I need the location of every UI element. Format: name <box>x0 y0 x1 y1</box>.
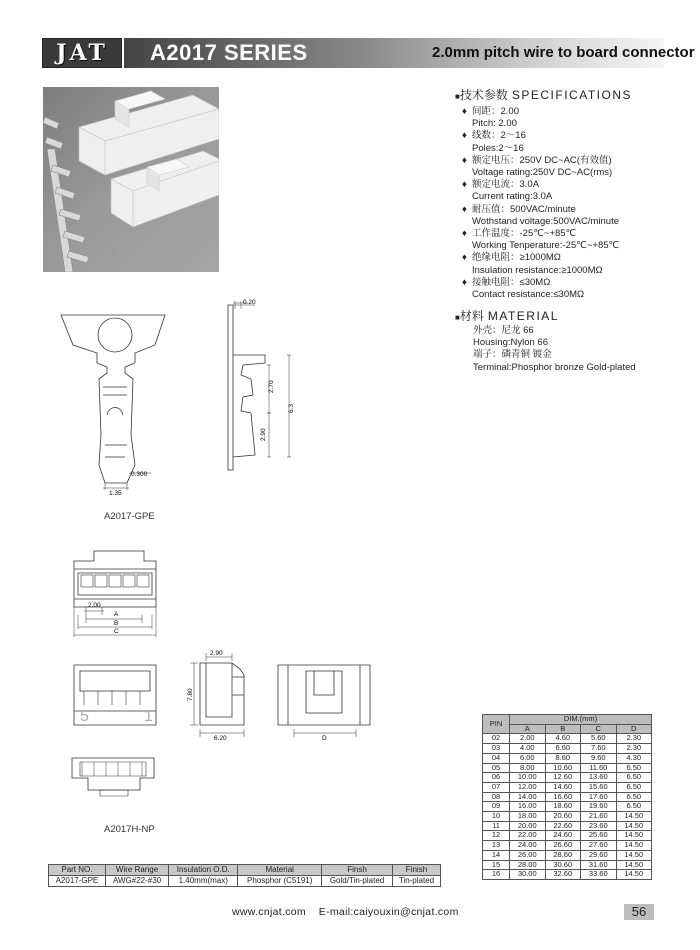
pin-count-cell: 11 <box>483 821 510 831</box>
pin-count-cell: 09 <box>483 802 510 812</box>
table-row <box>483 773 652 783</box>
product-subtitle: 2.0mm pitch wire to board connector <box>432 44 695 61</box>
dim-cell: 6.50 <box>616 763 652 773</box>
dim-cell: 17.60 <box>581 792 617 802</box>
dim-cell: 20.60 <box>545 812 581 822</box>
page-number: 56 <box>624 904 654 920</box>
dim-cell: 14.60 <box>545 782 581 792</box>
pin-count-cell: 12 <box>483 831 510 841</box>
dim-cell: 2.00 <box>510 734 546 744</box>
material-list: 外壳：尼龙 66 Housing:Nylon 66 端子：磷青铜 镀金 Terminal:Phosphor bronze Gold-plated <box>473 325 636 373</box>
specifications-heading-cn: 技术参数 <box>459 88 508 102</box>
spec-item: ♦ 线数：2～16 <box>462 130 526 142</box>
dim-b: B <box>114 620 119 627</box>
material-heading-en: MATERIAL <box>487 309 559 323</box>
dim-200: 2.00 <box>88 602 101 609</box>
pin-5-marker: 5 <box>80 708 89 725</box>
dim-cell: 6.00 <box>510 753 546 763</box>
dim-cell: 8.60 <box>545 753 581 763</box>
table-row <box>483 782 652 792</box>
dim-cell: 5.60 <box>581 734 617 744</box>
pin-count-cell: 02 <box>483 734 510 744</box>
spec-item: ♦ 绝缘电阻：≥1000MΩ <box>462 252 561 264</box>
dim-cell: 16.00 <box>510 802 546 812</box>
pin-count-cell: 04 <box>483 753 510 763</box>
specifications-heading: ■技术参数 SPECIFICATIONS <box>455 88 632 102</box>
dim-cell: 10.00 <box>510 773 546 783</box>
dim-cell: 14.50 <box>616 850 652 860</box>
table-row <box>483 841 652 851</box>
pin-count-cell: 14 <box>483 850 510 860</box>
material-heading: ■材料 MATERIAL <box>455 309 559 323</box>
dim-cell: 7.60 <box>581 744 617 754</box>
dim-cell: 14.50 <box>616 821 652 831</box>
dim-cell: 22.60 <box>545 821 581 831</box>
table-row <box>483 744 652 754</box>
dim-cell: 16.60 <box>545 792 581 802</box>
dim-270: 2.70 <box>268 380 275 393</box>
col-d-header: D <box>616 724 652 734</box>
dim-780: 7.80 <box>187 688 194 701</box>
dim-cell: 18.60 <box>545 802 581 812</box>
dim-cell: 10.60 <box>545 763 581 773</box>
dim-cell: 26.60 <box>545 841 581 851</box>
material-heading-cn: 材料 <box>459 309 484 323</box>
pin-count-cell: 03 <box>483 744 510 754</box>
dim-0300: 0.300 <box>131 471 148 478</box>
pin-count-cell: 13 <box>483 841 510 851</box>
terminal-part-label: A2017-GPE <box>104 511 155 522</box>
spec-item: ♦ 接触电阻：≤30MΩ <box>462 276 551 288</box>
table-row <box>483 870 652 880</box>
housing-drawing <box>60 545 380 745</box>
dim-header: DIM.(mm) <box>510 715 652 725</box>
spec-item: ♦ 额定电流：3.0A <box>462 179 540 191</box>
dim-290: 2.90 <box>260 428 267 441</box>
product-photo-illustration <box>43 87 219 272</box>
spec-item: ♦ 间距：2.00 <box>462 106 519 117</box>
table-row <box>483 753 652 763</box>
dim-cell: 28.00 <box>510 860 546 870</box>
dim-63: 6.3 <box>288 403 295 413</box>
pin-1-marker: 1 <box>144 708 153 725</box>
dim-135: 1.35 <box>109 490 122 497</box>
dim-cell: 2.30 <box>616 744 652 754</box>
dim-cell: 30.60 <box>545 860 581 870</box>
dim-cell: 12.60 <box>545 773 581 783</box>
dim-cell: 6.50 <box>616 782 652 792</box>
dim-cell: 6.50 <box>616 773 652 783</box>
pin-count-cell: 07 <box>483 782 510 792</box>
dim-cell: 32.60 <box>545 870 581 880</box>
dim-cell: 4.00 <box>510 744 546 754</box>
dim-620: 6.20 <box>214 735 227 742</box>
pin-header: PIN <box>483 715 510 734</box>
dim-cell: 14.50 <box>616 841 652 851</box>
dim-cell: 27.60 <box>581 841 617 851</box>
part-table <box>48 864 441 887</box>
dim-cell: 14.50 <box>616 812 652 822</box>
housing-bottom-view <box>70 752 160 802</box>
dim-cell: 19.60 <box>581 802 617 812</box>
dim-cell: 14.00 <box>510 792 546 802</box>
product-photo <box>43 87 219 272</box>
pin-count-cell: 08 <box>483 792 510 802</box>
dim-cell: 24.60 <box>545 831 581 841</box>
dim-cell: 24.00 <box>510 841 546 851</box>
spec-item: ♦ 工作温度：-25℃~+85℃ <box>462 228 577 240</box>
dim-cell: 14.50 <box>616 870 652 880</box>
dim-cell: 26.00 <box>510 850 546 860</box>
dim-cell: 30.00 <box>510 870 546 880</box>
pin-count-cell: 06 <box>483 773 510 783</box>
jat-logo: JAT <box>56 40 108 66</box>
dim-cell: 11.60 <box>581 763 617 773</box>
dim-cell: 28.60 <box>545 850 581 860</box>
pin-count-cell: 10 <box>483 812 510 822</box>
dim-c: C <box>114 628 119 635</box>
dim-cell: 6.60 <box>545 744 581 754</box>
spec-item: ♦ 额定电压：250V DC~AC(有效值) <box>462 154 612 166</box>
dim-d: D <box>322 735 327 742</box>
dim-cell: 12.00 <box>510 782 546 792</box>
dim-cell: 9.60 <box>581 753 617 763</box>
dim-cell: 6.50 <box>616 802 652 812</box>
footer-contact: www.cnjat.com E-mail:caiyouxin@cnjat.com <box>232 906 459 918</box>
dim-cell: 29.60 <box>581 850 617 860</box>
table-row: A2017-GPE AWG#22-#30 1.40mm(max) Phosphor (C5191) Gold/Tin-plated Tin-plated <box>49 876 441 887</box>
pin-count-cell: 05 <box>483 763 510 773</box>
dim-cell: 25.60 <box>581 831 617 841</box>
dim-cell: 22.00 <box>510 831 546 841</box>
dim-cell: 31.60 <box>581 860 617 870</box>
dim-cell: 23.60 <box>581 821 617 831</box>
dimension-table <box>482 714 652 880</box>
dim-cell: 14.50 <box>616 831 652 841</box>
housing-part-label: A2017H-NP <box>104 824 155 835</box>
pin-count-cell: 15 <box>483 860 510 870</box>
specifications-list: ♦ 间距：2.00 Pitch: 2.00 ♦ 线数：2～16 Poles:2～16 ♦ 额定电压：250V DC~AC(有效值) Voltage rating:250V DC~AC(rms) ♦ 额定电流：3.0A Current rating:3.0A ♦ 耐压值：500VAC/minute Wothstand voltage:500VAC/minute ♦ 工作温度：-25℃~+85℃ Working Tenperature:-25℃~+85℃ ♦ 绝缘电阻：≥1000MΩ Insulation resistance:≥1000MΩ ♦ 接触电阻：≤30MΩ Contact resistance:≤30MΩ <box>462 106 692 301</box>
dim-290-housing: 2.90 <box>210 650 223 657</box>
dim-cell: 15.60 <box>581 782 617 792</box>
table-row <box>483 812 652 822</box>
part-table-header: Part NO. Wire Range Insulation O.D. Material Finsh Finish <box>49 865 441 876</box>
col-c-header: C <box>581 724 617 734</box>
col-b-header: B <box>545 724 581 734</box>
dim-cell: 8.00 <box>510 763 546 773</box>
dim-020: 0.20 <box>243 299 256 306</box>
spec-item: ♦ 耐压值：500VAC/minute <box>462 203 576 215</box>
terminal-drawing <box>55 295 315 500</box>
specifications-heading-en: SPECIFICATIONS <box>511 88 632 102</box>
dim-cell: 33.60 <box>581 870 617 880</box>
col-a-header: A <box>510 724 546 734</box>
dim-cell: 4.60 <box>545 734 581 744</box>
dim-a: A <box>114 611 119 618</box>
series-title: A2017 SERIES <box>150 40 308 65</box>
dim-cell: 13.60 <box>581 773 617 783</box>
dim-cell: 21.60 <box>581 812 617 822</box>
dim-cell: 6.50 <box>616 792 652 802</box>
dim-cell: 2.30 <box>616 734 652 744</box>
dim-cell: 20.00 <box>510 821 546 831</box>
pin-count-cell: 16 <box>483 870 510 880</box>
dim-cell: 18.00 <box>510 812 546 822</box>
table-row <box>483 850 652 860</box>
dim-cell: 4.30 <box>616 753 652 763</box>
dim-cell: 14.50 <box>616 860 652 870</box>
